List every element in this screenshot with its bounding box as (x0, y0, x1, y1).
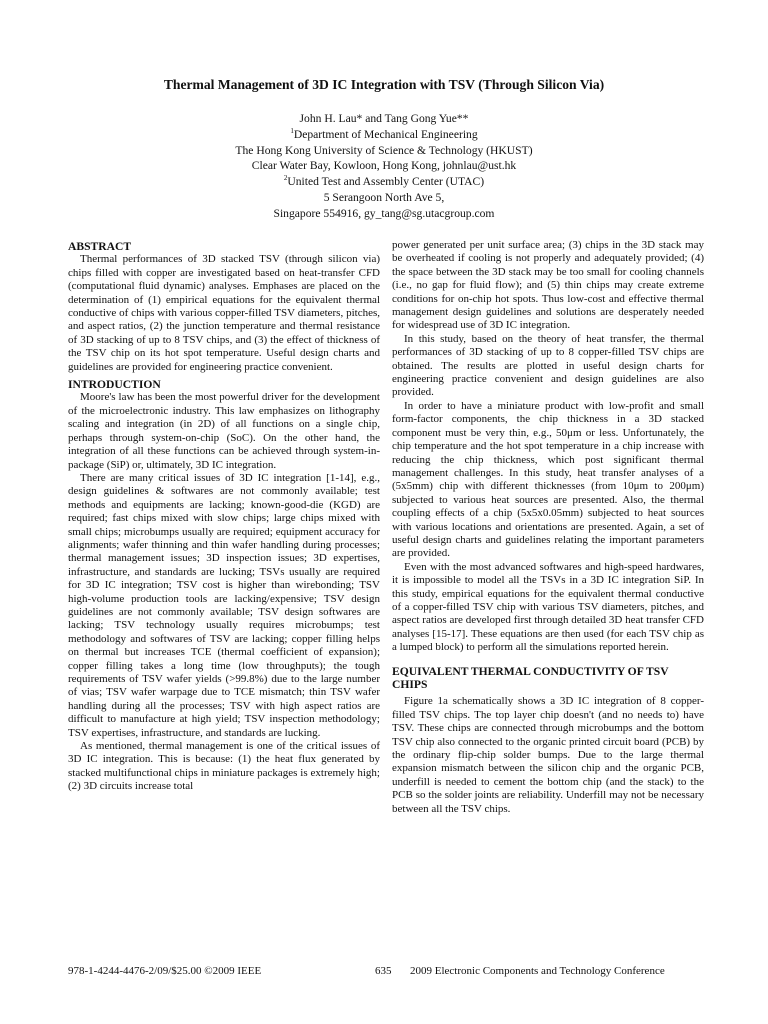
footer-isbn: 978-1-4244-4476-2/09/$25.00 ©2009 IEEE (68, 965, 262, 977)
affiliation-2-line-2: 5 Serangoon North Ave 5, (323, 190, 445, 204)
affiliation-1-line-3: Clear Water Bay, Kowloon, Hong Kong, johnlau@ust.hk (251, 159, 517, 173)
affiliation-2-line-1 (40, 174, 728, 190)
introduction-heading: INTRODUCTION (68, 378, 161, 392)
section-heading-equivalent-conductivity: EQUIVALENT THERMAL CONDUCTIVITY OF TSV CHIPS (392, 664, 669, 691)
author-names: John H. Lau* and Tang Gong Yue** (299, 112, 469, 125)
intro-paragraph-3: As mentioned, thermal management is one of the critical issues of 3D IC integration. This is because: (1) the heat flux generated by stacked multifunctional chips in miniature packages is extremely high; (2) 3D circuits increase total (68, 740, 380, 793)
affiliation-1-department: Department of Mechanical Engineering (293, 127, 478, 141)
right-paragraph-3: In order to have a miniature product with low-profit and small form-factor components, the chip thickness in a 3D stacked component must be very thin, e.g., 50μm or less. Unfortunately, the chip temperature and the hot spot temperature in a chip increase with reducing the chip thickness, which post significant thermal management challenges. In this study, heat transfer analyses of a (5x5mm) chip with different thicknesses (from 10μm to 200μm) subjected to various heat sources are presented. Also, the thermal coupling effects of a chip (5x5x0.05mm) subjected to heat sources with various locations and orientations are presented. Again, a set of useful design charts and guidelines relating the important parameters are provided. (392, 399, 704, 560)
footer-page-number: 635 (375, 965, 392, 977)
author-block (40, 111, 728, 222)
right-paragraph-5: Figure 1a schematically shows a 3D IC integration of 8 copper-filled TSV chips. The top layer chip doesn't (and no needs to) have TSV. These chips are connected through microbumps and the bottom TSV chip also connected to the organic printed circuit board (PCB) by the ordinary flip-chip solder bumps. Due to the large thermal expansion mismatch between the silicon chip and the organic PCB, underfill is needed to cement the bottom chip (and the stack) to the PCB so the solder joints are reliability. Underfill may not be necessary between all the TSV chips. (392, 695, 704, 815)
page-footer (68, 964, 704, 980)
footer-conference: 2009 Electronic Components and Technology Conference (410, 965, 665, 977)
affiliation-2-org: United Test and Assembly Center (UTAC) (287, 175, 485, 189)
affiliation-1-line-2: The Hong Kong University of Science & Technology (HKUST) (235, 143, 533, 157)
affiliation-1-line-1 (40, 127, 728, 143)
abstract-heading: ABSTRACT (68, 240, 132, 253)
intro-paragraph-2: There are many critical issues of 3D IC integration [1-14], e.g., design guidelines & softwares are not commonly available; test methods and equipments are lacking; known-good-die (KGD) are required; fast chips mixed with slow chips; large chips mixed with small chips; microbumps usually are required; equipment accuracy for alignments; wafer thinning and thin wafer handling during processes; thermal management issues; 3D inspection issues; 3D expertises, infrastructure, and standards are lucking; TSVs usually are required for 3D IC integration; TSV cost is higher than wirebonding; TSV high-volume production tools are lacking/expensive; TSV design guidelines are not commonly available; TSV design softwares are lacking; TSV technology usually requires microbumps; test methodology and softwares of TSV are lacking; copper filling helps on thermal but increases TCE (thermal coefficient of expansion); copper filling takes a long time (low throughputs); the tough requirements of TSV wafer yields (>99.8%) due to the large number of vias; TSV wafer warpage due to TCE mismatch; thin TSV wafer handling during all the processes; TSV with high aspect ratios are difficult to manufacture at high yield; TSV inspection methodology; TSV expertises, infrastructure, and standards are lucking. (68, 471, 380, 739)
affiliation-1-marker: 1 (290, 126, 294, 135)
right-paragraph-4: Even with the most advanced softwares and high-speed hardwares, it is impossible to model all the TSVs in a 3D IC integration SiP. In this study, empirical equations for the equivalent thermal conductive of a copper-filled TSV chip with various TSV diameters, pitches, and aspect ratios are developed first through detailed 3D heat transfer CFD analyses [15-17]. These equations are then used (for each TSV chip as a lumped block) to perform all the simulations reported herein. (392, 560, 704, 654)
right-paragraph-2: In this study, based on the theory of heat transfer, the thermal performances of 3D stacking of up to 8 copper-filled TSV chips are obtained. The results are plotted in useful design charts for engineering practice convenient and design guidelines are also provided. (392, 332, 704, 399)
intro-paragraph-1: Moore's law has been the most powerful driver for the development of the microelectronic industry. This law emphasizes on lithography scaling and integration (in 2D) of all functions on a single chip, perhaps through system-on-chip (SoC). On the other hand, the integration of all these functions can be achieved through system-in-package (SiP) or, ultimately, 3D IC integration. (68, 391, 380, 471)
abstract-text: Thermal performances of 3D stacked TSV (through silicon via) chips filled with copper are investigated based on heat-transfer CFD (computational fluid dynamic) analyses. Emphases are placed on the determination of (1) empirical equations for the equivalent thermal conductive of chips with various copper-filled TSV diameters, pitches, and aspect ratios, (2) the junction temperature and thermal resistance of 3D stacking of up to 8 TSV chips, and (3) the effect of thickness of the TSV chip on its hot spot temperature. Useful design charts and guidelines are provided for engineering practice convenient. (68, 253, 380, 373)
affiliation-2-line-3: Singapore 554916, gy_tang@sg.utacgroup.com (273, 206, 495, 220)
right-column (392, 239, 704, 816)
left-column (68, 240, 380, 794)
paper-title: Thermal Management of 3D IC Integration with TSV (Through Silicon Via) (163, 77, 605, 92)
right-paragraph-1: power generated per unit surface area; (3) chips in the 3D stack may be overheated if cooling is not properly and adequately provided; (4) the space between the 3D stack may be too small for cooling channels (i.e., no gap for fluid flow); and (5) thin chips may create extreme conditions for on-chip hot spots. Thus low-cost and effective thermal management design guidelines and solutions are desperately needed for widespread use of 3D IC integration. (392, 239, 704, 332)
affiliation-2-marker: 2 (283, 174, 288, 183)
